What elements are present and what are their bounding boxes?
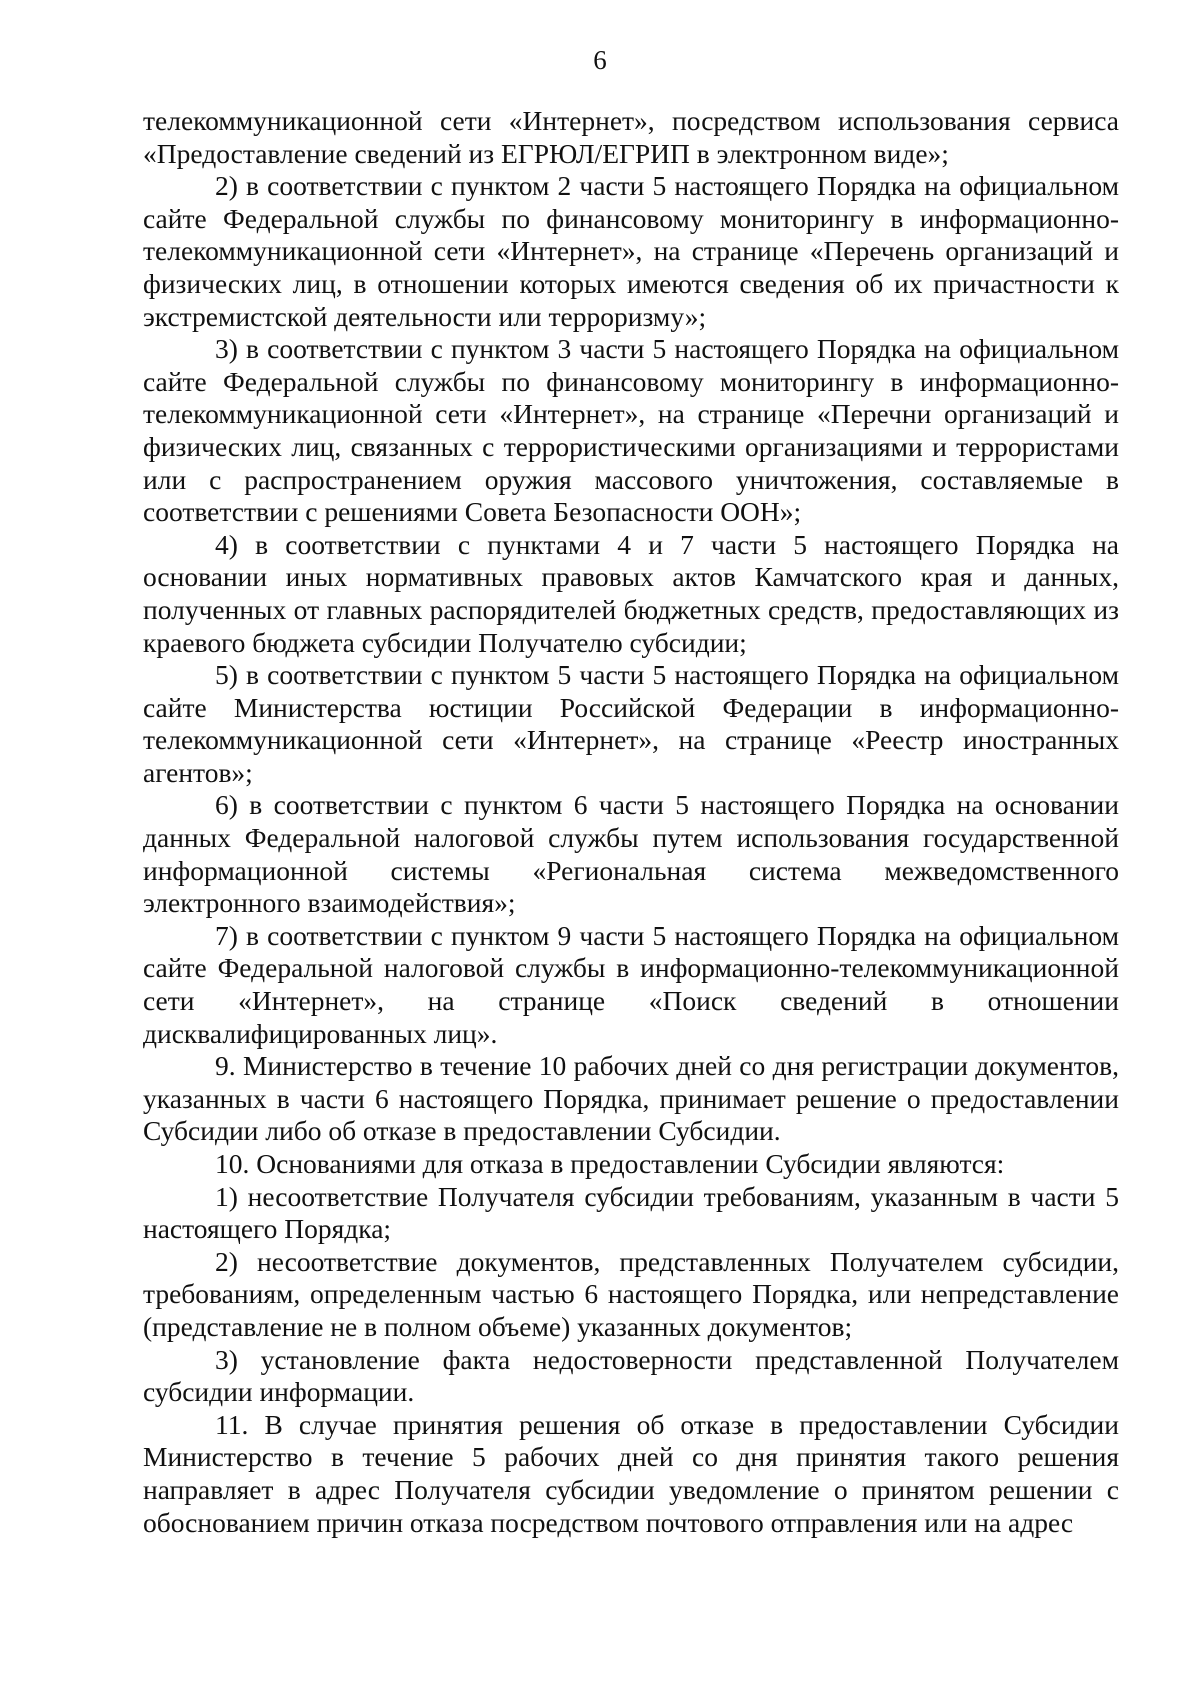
refusal-ground-2: 2) несоответствие документов, представленных Получателем субсидии, требованиям, определенным частью 6 настоящего Порядка, или непредставление (представление не в полном объеме) указанных документов; <box>143 1245 1119 1342</box>
document-body <box>143 105 1119 1539</box>
section-11: 11. В случае принятия решения об отказе в предоставлении Субсидии Министерство в течение 5 рабочих дней со дня принятия такого решения направляет в адрес Получателя субсидии уведомление о принятом решении с обоснованием причин отказа посредством почтового отправления или на адрес <box>143 1408 1119 1538</box>
list-item-3: 3) в соответствии с пунктом 3 части 5 настоящего Порядка на официальном сайте Федеральной службы по финансовому мониторингу в информационно-телекоммуникационной сети «Интернет», на странице «Перечни организаций и физических лиц, связанных с террористическими организациями и террористами или с распространением оружия массового уничтожения, составляемые в соответствии с решениями Совета Безопасности ООН»; <box>143 333 1119 528</box>
list-item-5: 5) в соответствии с пунктом 5 части 5 настоящего Порядка на официальном сайте Министерства юстиции Российской Федерации в информационно-телекоммуникационной сети «Интернет», на странице «Реестр иностранных агентов»; <box>143 659 1119 788</box>
list-item-6: 6) в соответствии с пунктом 6 части 5 настоящего Порядка на основании данных Федеральной налоговой службы путем использования государственной информационной системы «Региональная система межведомственного электронного взаимодействия»; <box>143 789 1119 919</box>
list-item-7: 7) в соответствии с пунктом 9 части 5 настоящего Порядка на официальном сайте Федеральной налоговой службы в информационно-телекоммуникационной сети «Интернет», на странице «Поиск сведений в отношении дисквалифицированных лиц». <box>143 919 1119 1049</box>
list-item-2: 2) в соответствии с пунктом 2 части 5 настоящего Порядка на официальном сайте Федеральной службы по финансовому мониторингу в информационно-телекоммуникационной сети «Интернет», на странице «Перечень организаций и физических лиц, в отношении которых имеются сведения об их причастности к экстремистской деятельности или терроризму»; <box>143 170 1119 332</box>
list-item-4: 4) в соответствии с пунктами 4 и 7 части 5 настоящего Порядка на основании иных нормативных правовых актов Камчатского края и данных, полученных от главных распорядителей бюджетных средств, предоставляющих из краевого бюджета субсидии Получателю субсидии; <box>143 528 1119 658</box>
refusal-ground-1: 1) несоответствие Получателя субсидии требованиям, указанным в части 5 настоящего Порядка; <box>143 1180 1119 1245</box>
section-10: 10. Основаниями для отказа в предоставлении Субсидии являются: <box>215 1148 1005 1179</box>
refusal-ground-3: 3) установление факта недостоверности представленной Получателем субсидии информации. <box>143 1343 1119 1408</box>
page-number: 6 <box>593 45 607 75</box>
section-9: 9. Министерство в течение 10 рабочих дней со дня регистрации документов, указанных в части 6 настоящего Порядка, принимает решение о предоставлении Субсидии либо об отказе в предоставлении Субсидии. <box>143 1050 1119 1147</box>
paragraph-continuation: телекоммуникационной сети «Интернет», посредством использования сервиса «Предоставление сведений из ЕГРЮЛ/ЕГРИП в электронном виде»; <box>143 105 1119 169</box>
